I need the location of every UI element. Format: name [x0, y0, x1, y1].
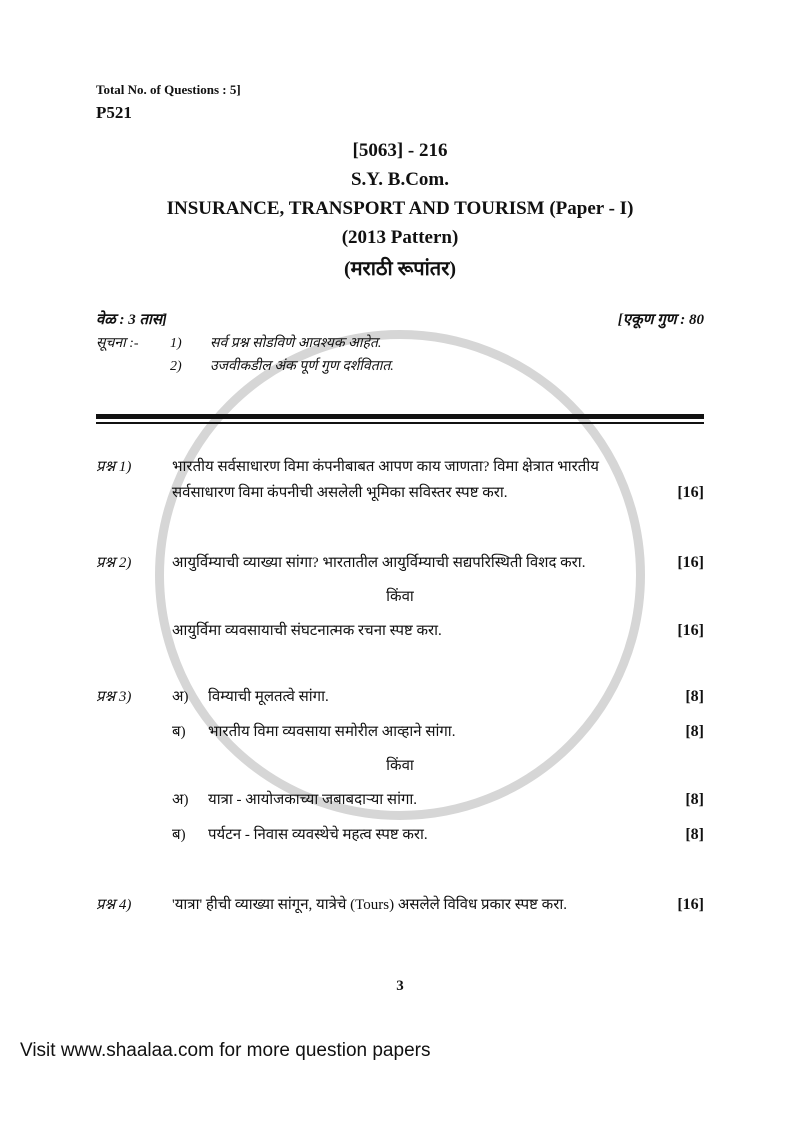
question-1 [96, 454, 704, 480]
question-label: प्रश्न 2) [96, 555, 132, 571]
marks: [8] [685, 723, 704, 740]
sub-question-num: ब) [172, 827, 186, 843]
question-text: 'यात्रा' हीची व्याख्या सांगून, यात्रेचे (Tours) असलेले विविध प्रकार स्पष्ट करा. [172, 897, 567, 913]
question-text: विम्याची मूलतत्वे सांगा. [208, 689, 329, 705]
marks: [8] [685, 826, 704, 843]
instructions-list [170, 332, 704, 378]
question-3-alt-b [96, 822, 704, 848]
question-text: आयुर्विमा व्यवसायाची संघटनात्मक रचना स्पष्ट करा. [172, 623, 442, 639]
instruction-num: 1) [170, 336, 182, 351]
question-text: सर्वसाधारण विमा कंपनीची असलेली भूमिका सविस्तर स्पष्ट करा. [172, 485, 508, 501]
marks: [16] [677, 896, 704, 913]
time-marks-row [96, 308, 704, 332]
question-1-cont [96, 480, 704, 506]
exam-code: [5063] - 216 [352, 140, 448, 161]
question-text: यात्रा - आयोजकाच्या जबाबदाऱ्या सांगा. [208, 792, 418, 808]
sub-question-num: अ) [172, 689, 189, 705]
question-text: आयुर्विम्याची व्याख्या सांगा? भारतातील आयुर्विम्याची सद्यपरिस्थिती विशद करा. [172, 555, 586, 571]
question-4 [96, 892, 704, 918]
question-text: भारतीय सर्वसाधारण विमा कंपनीबाबत आपण काय जाणता? विमा क्षेत्रात भारतीय [172, 459, 599, 475]
question-label: प्रश्न 3) [96, 689, 132, 705]
instruction-text: सर्व प्रश्न सोडविणे आवश्यक आहेत. [210, 336, 382, 351]
instructions-label: सूचना :- [96, 336, 139, 351]
sub-question-num: ब) [172, 724, 186, 740]
instruction-item [170, 355, 704, 378]
question-label: प्रश्न 1) [96, 459, 132, 475]
footer-link[interactable]: Visit www.shaalaa.com for more question papers [20, 1040, 431, 1061]
question-text: पर्यटन - निवास व्यवस्थेचे महत्व स्पष्ट करा. [208, 827, 428, 843]
subject: INSURANCE, TRANSPORT AND TOURISM (Paper - I) [166, 198, 634, 219]
instruction-num: 2) [170, 359, 182, 374]
divider-thick [96, 414, 704, 419]
marks: [16] [677, 484, 704, 501]
question-label: प्रश्न 4) [96, 897, 132, 913]
page-number: 3 [396, 978, 404, 994]
translation-label: (मराठी रूपांतर) [343, 258, 457, 280]
question-3b [96, 719, 704, 745]
course: S.Y. B.Com. [350, 169, 449, 190]
divider-thin [96, 422, 704, 424]
or-label: किंवा [386, 758, 414, 774]
paper-code: P521 [96, 103, 132, 122]
or-label: किंवा [386, 589, 414, 605]
instruction-item [170, 332, 704, 355]
time: वेळ : 3 तास] [96, 312, 168, 328]
instruction-text: उजवीकडील अंक पूर्ण गुण दर्शवितात. [210, 359, 394, 374]
marks: [8] [685, 688, 704, 705]
question-2-alt [96, 618, 704, 644]
question-3-alt-a [96, 787, 704, 813]
question-text: भारतीय विमा व्यवसाया समोरील आव्हाने सांगा. [208, 724, 456, 740]
marks: [8] [685, 791, 704, 808]
pattern: (2013 Pattern) [341, 227, 459, 248]
total-marks: [एकूण गुण : 80 [617, 312, 704, 328]
instructions [96, 332, 704, 378]
question-3a [96, 684, 704, 710]
total-questions: Total No. of Questions : 5] [96, 82, 241, 97]
question-2 [96, 550, 704, 576]
sub-question-num: अ) [172, 792, 189, 808]
marks: [16] [677, 622, 704, 639]
marks: [16] [677, 554, 704, 571]
